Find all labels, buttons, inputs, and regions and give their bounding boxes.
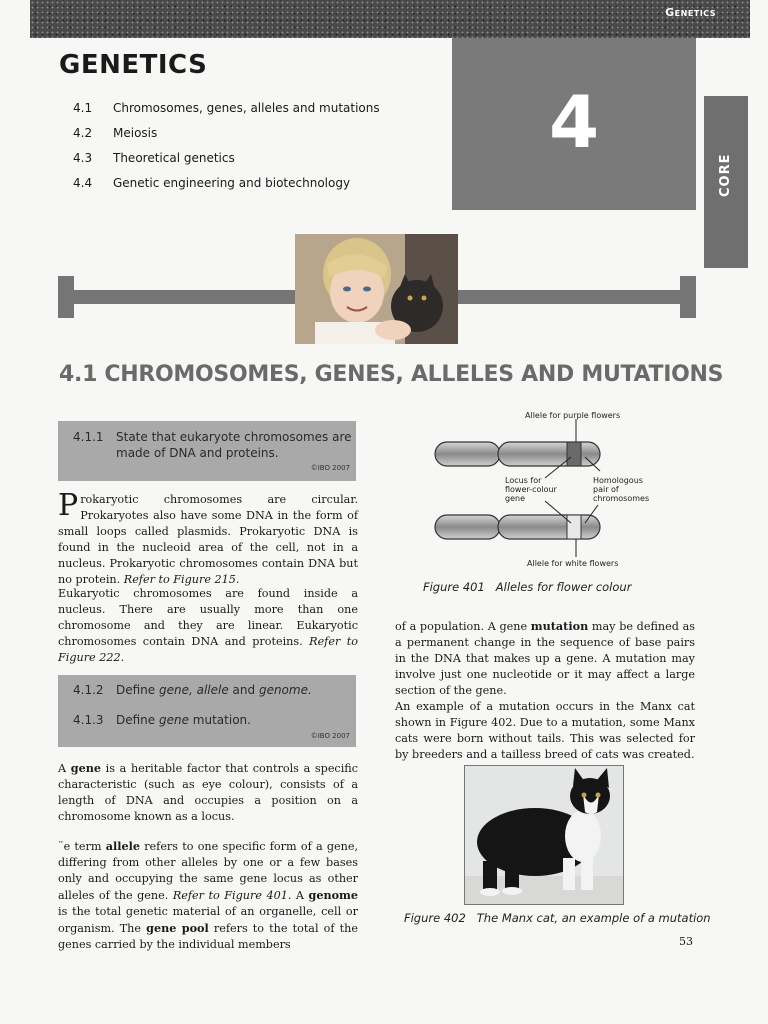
figure-402-caption: Figure 402 The Manx cat, an example of a mutation — [404, 911, 711, 925]
manx-cat-photo — [464, 765, 624, 905]
figure-401-caption: Figure 401 Alleles for flower colour — [423, 580, 632, 594]
objective-box: 4.1.2 Define gene, allele and genome. 4.1.3 Define gene mutation. ©IBO 2007 — [58, 675, 356, 747]
figure-401 — [395, 405, 705, 595]
paragraph-gene: A gene is a heritable factor that controls a specific characteristic (such as eye colour), consists of a length of DNA and occupies a position on a chromosome known as a locus. — [58, 761, 359, 823]
core-label: CORE — [718, 153, 733, 197]
chapter-contents — [73, 95, 380, 195]
paragraph-prokaryotic: Prokaryotic chromosomes are circular. Prokaryotes also have some DNA in the form of small loops called plasmids. Prokaryotic DNA is found in the nucleoid area of the cell, not in a nucleus. Prokaryotic chromosomes contain DNA but no protein. Refer to Figure 215. — [58, 488, 358, 586]
toc-item: 4.4 Genetic engineering and biotechnology — [73, 175, 351, 190]
chapter-number-box — [452, 38, 696, 210]
chromosome-top — [435, 442, 600, 466]
toc-item: 4.3 Theoretical genetics — [73, 150, 235, 165]
chapter-number: 4 — [548, 80, 600, 164]
label-homologous-pair: Homologous pair of chromosomes — [593, 476, 650, 503]
objective-box: 4.1.1 State that eukaryote chromosomes are made of DNA and proteins. ©IBO 2007 — [58, 421, 356, 481]
section-title: 4.1 CHROMOSOMES, GENES, ALLELES AND MUTATIONS — [59, 362, 724, 387]
paragraph-mutation: of a population. A gene mutation may be defined as a permanent change in the sequence of base pairs in the DNA that makes up a gene. A mutation may involve just one nucleotide or it may affect a large section of the gene. — [395, 619, 696, 697]
divider-cap-left — [58, 276, 74, 318]
header-band — [30, 0, 750, 38]
paragraph-manx-cat: An example of a mutation occurs in the Manx cat shown in Figure 402. Due to a mutation, some Manx cats were born without tails. This was selected for by breeders and a tailless breed of cats was created. — [395, 700, 695, 761]
label-locus: Locus for flower-colour gene — [505, 476, 557, 503]
label-allele-purple: Allele for purple flowers — [525, 411, 621, 420]
child-with-cat-photo — [295, 234, 458, 344]
paragraph-allele: ¨e term allele refers to one specific form of a gene, differing from other alleles by one or a few bases only and occupying the same gene locus as other alleles of the gene. Refer to Figure 401. A genome is the total genetic material of an organelle, cell or organism. The gene pool refers to the total of the genes carried by the individual members — [58, 839, 358, 951]
toc-item: 4.2 Meiosis — [73, 125, 158, 140]
label-allele-white: Allele for white flowers — [527, 559, 619, 568]
running-head: Genetics — [665, 6, 716, 19]
paragraph-eukaryotic: Eukaryotic chromosomes are found inside a nucleus. There are usually more than one chromosome and they are linear. Eukaryotic chromosomes contain DNA and proteins. Refer to Figure 222. — [58, 587, 358, 664]
copyright-note: ©IBO 2007 — [310, 464, 350, 472]
page-number: 53 — [679, 935, 693, 948]
divider-cap-right — [680, 276, 696, 318]
objective-item-line2: made of DNA and proteins. — [116, 446, 279, 460]
copyright-note: ©IBO 2007 — [310, 732, 350, 740]
chromosome-bottom — [435, 515, 600, 539]
toc-item: 4.1 Chromosomes, genes, alleles and mutations — [73, 100, 380, 115]
core-tab — [704, 96, 748, 268]
chapter-title: GENETICS — [59, 50, 208, 80]
